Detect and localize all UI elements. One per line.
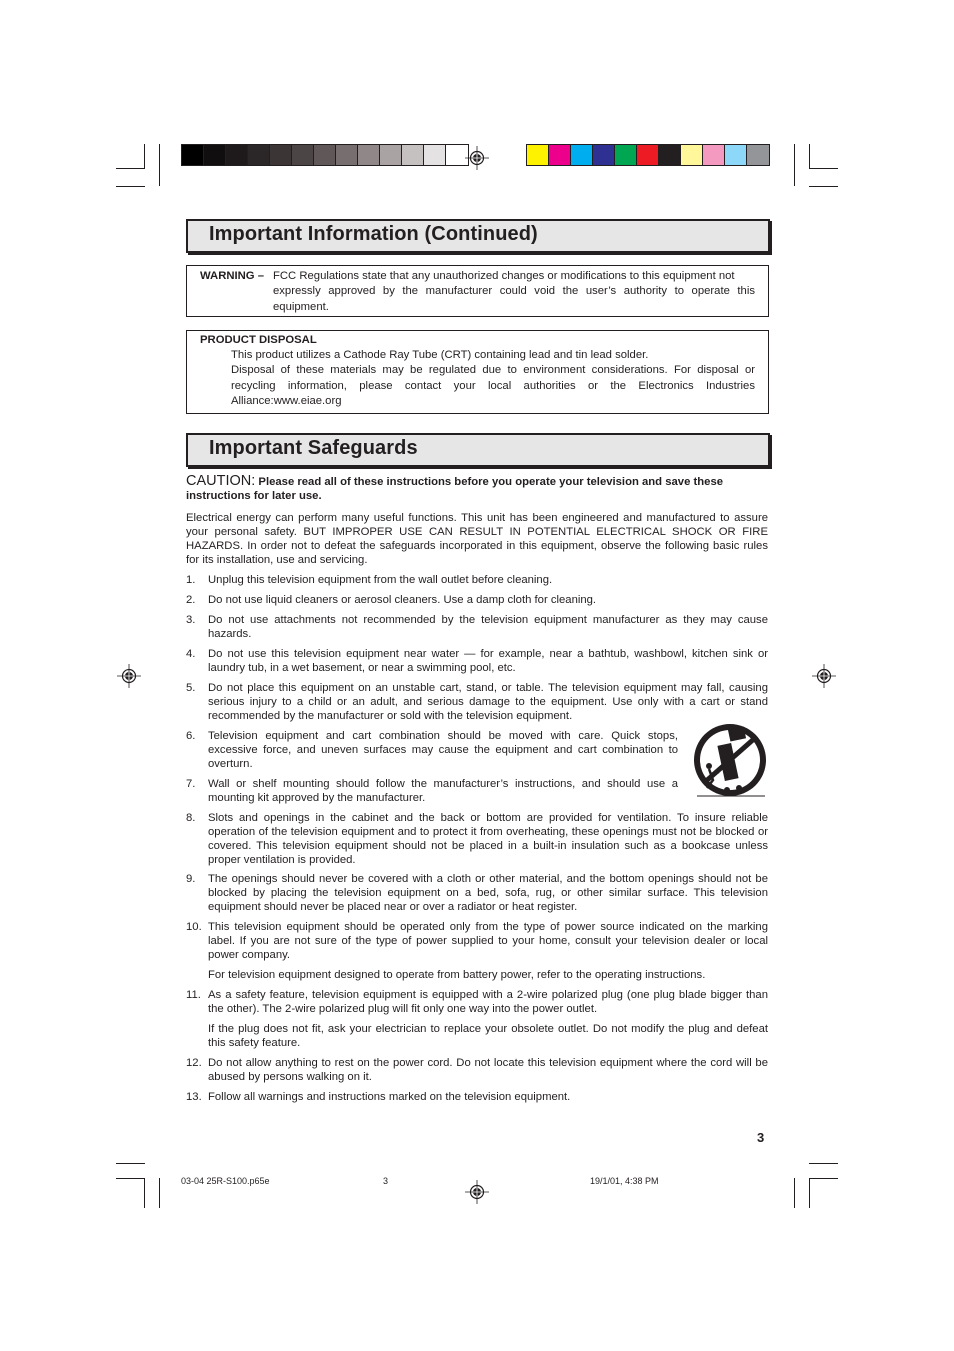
color-swatch: [424, 145, 446, 165]
color-swatch: [380, 145, 402, 165]
cart-tip-over-warning-icon: [689, 722, 769, 798]
item-text: Slots and openings in the cabinet and the back or bottom are provided for ventilation. To insure reliable operation of the television equipment and to protect it from overheating, these openings must not be blocked or covered. This television equipment should not be placed in a built-in insulation such as a bookcase unless proper ventilation is provided.: [208, 812, 768, 866]
item-text: Do not allow anything to rest on the power cord. Do not locate this television equipment where the cord will be abused by persons walking on it.: [208, 1057, 768, 1083]
item-number: 3.: [186, 614, 196, 626]
list-item: [186, 1090, 768, 1104]
item-number: 12.: [186, 1057, 202, 1069]
color-swatch: [747, 145, 769, 165]
item-number: 2.: [186, 594, 196, 606]
disposal-line2: Disposal of these materials may be regulated due to environment considerations. For disposal or recycling information, please contact your local authorities or the Electronics Industries Alliance:www.eiae.org: [231, 364, 755, 407]
list-item: [186, 872, 768, 914]
color-swatch-bar: [526, 144, 770, 166]
item-text: Do not use liquid cleaners or aerosol cleaners. Use a damp cloth for cleaning.: [208, 594, 597, 606]
list-item: [186, 647, 768, 675]
color-swatch: [637, 145, 659, 165]
crop-mark: [809, 1178, 810, 1208]
color-swatch: [248, 145, 270, 165]
crop-mark: [144, 144, 145, 169]
warning-line1: FCC Regulations state that any unauthorized changes or modifications to this equipment not: [273, 270, 735, 282]
color-swatch: [615, 145, 637, 165]
section-header-important-information: [186, 219, 770, 253]
list-item: [186, 920, 768, 982]
item-text: Unplug this television equipment from the wall outlet before cleaning.: [208, 574, 553, 586]
registration-mark-icon: [465, 1180, 489, 1204]
disposal-line1: This product utilizes a Cathode Ray Tube (CRT) containing lead and tin lead solder.: [231, 349, 649, 361]
item-number: 5.: [186, 682, 196, 694]
color-swatch: [358, 145, 380, 165]
crop-mark: [809, 1178, 838, 1179]
item-text: Follow all warnings and instructions marked on the television equipment.: [208, 1091, 571, 1103]
crop-mark: [809, 1163, 838, 1164]
color-swatch: [226, 145, 248, 165]
registration-mark-icon: [117, 664, 141, 688]
color-swatch: [292, 145, 314, 165]
item-text: This television equipment should be operated only from the type of power source indicated on the marking label. If you are not sure of the type of power supplied to your home, consult your television dealer or local power company.: [208, 921, 768, 961]
item-number: 4.: [186, 648, 196, 660]
color-swatch: [703, 145, 725, 165]
section-title: Important Information (Continued): [209, 223, 538, 245]
crop-mark: [116, 186, 145, 187]
warning-label: WARNING –: [200, 270, 265, 282]
list-item: [186, 729, 678, 771]
item-number: 11.: [186, 989, 201, 1001]
item-text: Do not use attachments not recommended by the television equipment manufacturer as they may cause hazards.: [208, 614, 768, 640]
caution-label: CAUTION:: [186, 473, 256, 489]
color-swatch: [681, 145, 703, 165]
item-number: 7.: [186, 778, 196, 790]
section-title: Important Safeguards: [209, 437, 418, 459]
crop-mark: [144, 1178, 145, 1208]
caution-text: Please read all of these instructions before you operate your television and save these instructions for later use.: [186, 476, 724, 502]
item-number: 10.: [186, 921, 202, 933]
footer-filename: 03-04 25R-S100.p65e: [181, 1176, 270, 1186]
list-item: [186, 613, 768, 641]
footer-timestamp: 19/1/01, 4:38 PM: [590, 1176, 659, 1186]
item-text: Do not place this equipment on an unstable cart, stand, or table. The television equipment may fall, causing serious injury to a child or an adult, and serious damage to the equipment. Use only with a cart or stand recommended by the manufacturer or sold with the television equipment.: [208, 682, 768, 722]
crop-mark: [809, 144, 810, 169]
intro-paragraph: Electrical energy can perform many useful functions. This unit has been engineered and manufactured to assure your personal safety. BUT IMPROPER USE CAN RESULT IN POTENTIAL ELECTRICAL SHOCK OR FIRE HAZARDS. In order not to defeat the safeguards incorporated in this equipment, observe the following basic rules for its installation, use and servicing.: [186, 512, 768, 566]
list-item: [186, 573, 768, 587]
list-item: [186, 1056, 768, 1084]
color-swatch: [571, 145, 593, 165]
crop-mark: [159, 1178, 160, 1208]
list-item: [186, 593, 768, 607]
crop-mark: [159, 144, 160, 186]
item-extra-text: For television equipment designed to operate from battery power, refer to the operating instructions.: [208, 969, 706, 981]
item-text: As a safety feature, television equipment is equipped with a 2-wire polarized plug (one plug blade bigger than the other). The 2-wire polarized plug will fit only one way into the power outlet.: [208, 989, 768, 1015]
color-swatch: [593, 145, 615, 165]
item-number: 8.: [186, 812, 196, 824]
caution-paragraph: [186, 474, 768, 503]
item-number: 9.: [186, 873, 196, 885]
crop-mark: [116, 168, 145, 169]
product-disposal-box: [186, 330, 769, 414]
color-swatch: [204, 145, 226, 165]
disposal-title: PRODUCT DISPOSAL: [200, 334, 317, 346]
item-text: Wall or shelf mounting should follow the manufacturer’s instructions, and should use a mounting kit approved by the manufacturer.: [208, 778, 678, 804]
item-number: 1.: [186, 574, 196, 586]
section-header-important-safeguards: [186, 433, 770, 467]
warning-rest: expressly approved by the manufacturer could void the user’s authority to operate this equipment.: [273, 285, 755, 313]
item-text: The openings should never be covered with a cloth or other material, and the bottom openings should not be blocked by placing the television equipment on a bed, sofa, rug, or other similar surface. This television equipment should never be placed near or over a radiator or heat register.: [208, 873, 768, 913]
color-swatch: [549, 145, 571, 165]
color-swatch: [725, 145, 747, 165]
color-swatch: [659, 145, 681, 165]
color-swatch: [314, 145, 336, 165]
list-item: [186, 811, 768, 867]
warning-box: [186, 265, 769, 317]
list-item: [186, 777, 678, 805]
gray-swatch-bar: [181, 144, 469, 166]
registration-mark-icon: [812, 664, 836, 688]
color-swatch: [402, 145, 424, 165]
item-number: 13.: [186, 1091, 202, 1103]
crop-mark: [116, 1178, 145, 1179]
color-swatch: [182, 145, 204, 165]
page-number: 3: [757, 1130, 765, 1145]
color-swatch: [336, 145, 358, 165]
color-swatch: [527, 145, 549, 165]
color-swatch: [270, 145, 292, 165]
list-item: [186, 681, 768, 723]
crop-mark: [809, 186, 838, 187]
item-text: Do not use this television equipment near water — for example, near a bathtub, washbowl, kitchen sink or laundry tub, in a wet basement, or near a swimming pool, etc.: [208, 648, 768, 674]
crop-mark: [794, 144, 795, 186]
crop-mark: [809, 168, 838, 169]
item-text: Television equipment and cart combination should be moved with care. Quick stops, excessive force, and uneven surfaces may cause the equipment and cart combination to overturn.: [208, 730, 678, 770]
footer-page: 3: [383, 1176, 389, 1186]
item-number: 6.: [186, 730, 196, 742]
registration-mark-icon: [465, 146, 489, 170]
item-extra-text: If the plug does not fit, ask your electrician to replace your obsolete outlet. Do not modify the plug and defeat this safety feature.: [208, 1023, 768, 1049]
crop-mark: [116, 1163, 145, 1164]
list-item: [186, 988, 768, 1050]
crop-mark: [794, 1178, 795, 1208]
